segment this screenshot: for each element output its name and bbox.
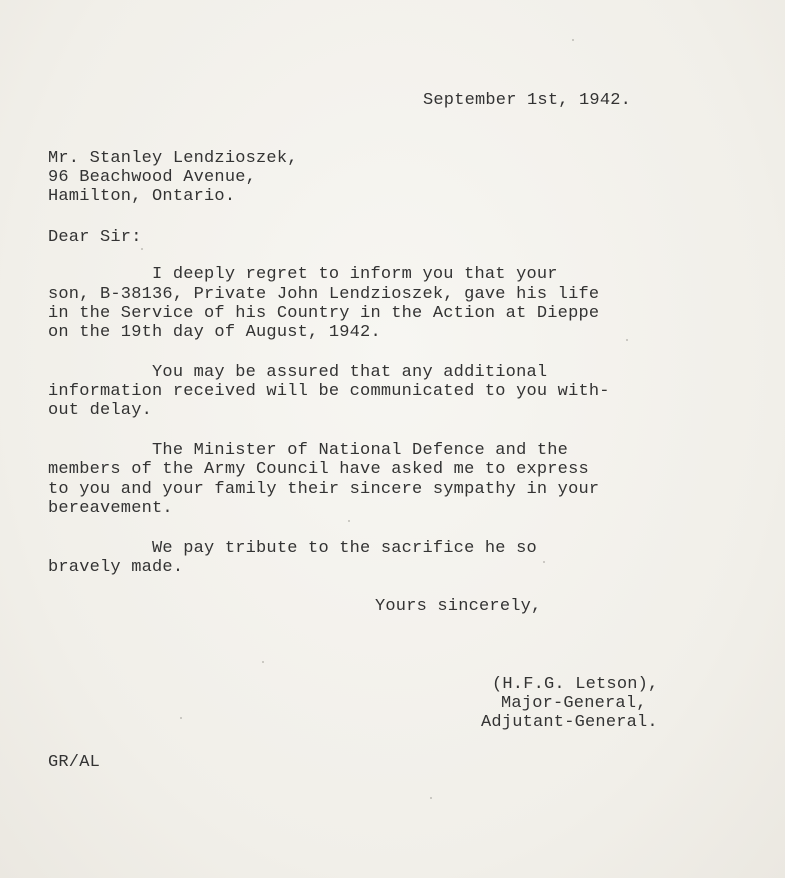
salutation: Dear Sir: bbox=[48, 228, 142, 247]
paper-speck bbox=[626, 339, 628, 341]
reference-initials: GR/AL bbox=[48, 753, 101, 772]
address-line-city: Hamilton, Ontario. bbox=[48, 187, 236, 206]
paragraph-1-line-3: in the Service of his Country in the Action at Dieppe bbox=[48, 304, 600, 323]
paper-speck bbox=[572, 39, 574, 41]
paragraph-1-line-4: on the 19th day of August, 1942. bbox=[48, 323, 381, 342]
paragraph-1-line-1: I deeply regret to inform you that your bbox=[48, 265, 558, 284]
paper-speck bbox=[348, 520, 350, 522]
paragraph-3-line-2: members of the Army Council have asked me to express bbox=[48, 460, 589, 479]
paper-speck bbox=[180, 717, 182, 719]
paragraph-2-line-2: information received will be communicated to you with- bbox=[48, 382, 610, 401]
paper-speck bbox=[543, 561, 545, 563]
paper-speck bbox=[141, 248, 143, 250]
paragraph-1-line-2: son, B-38136, Private John Lendzioszek, gave his life bbox=[48, 285, 600, 304]
signature-title: Adjutant-General. bbox=[481, 713, 658, 732]
paper-speck bbox=[430, 797, 432, 799]
paragraph-4-line-1: We pay tribute to the sacrifice he so bbox=[48, 539, 537, 558]
signature-name: (H.F.G. Letson), bbox=[492, 675, 659, 694]
letter-date: September 1st, 1942. bbox=[423, 91, 632, 110]
paragraph-3-line-1: The Minister of National Defence and the bbox=[48, 441, 569, 460]
address-line-street: 96 Beachwood Avenue, bbox=[48, 168, 257, 187]
closing: Yours sincerely, bbox=[375, 597, 542, 616]
paragraph-3-line-4: bereavement. bbox=[48, 499, 173, 518]
signature-rank: Major-General, bbox=[501, 694, 647, 713]
address-line-name: Mr. Stanley Lendzioszek, bbox=[48, 149, 298, 168]
paragraph-4-line-2: bravely made. bbox=[48, 558, 184, 577]
paper-speck bbox=[262, 661, 264, 663]
paragraph-2-line-1: You may be assured that any additional bbox=[48, 363, 548, 382]
paragraph-3-line-3: to you and your family their sincere sympathy in your bbox=[48, 480, 600, 499]
paragraph-2-line-3: out delay. bbox=[48, 401, 153, 420]
